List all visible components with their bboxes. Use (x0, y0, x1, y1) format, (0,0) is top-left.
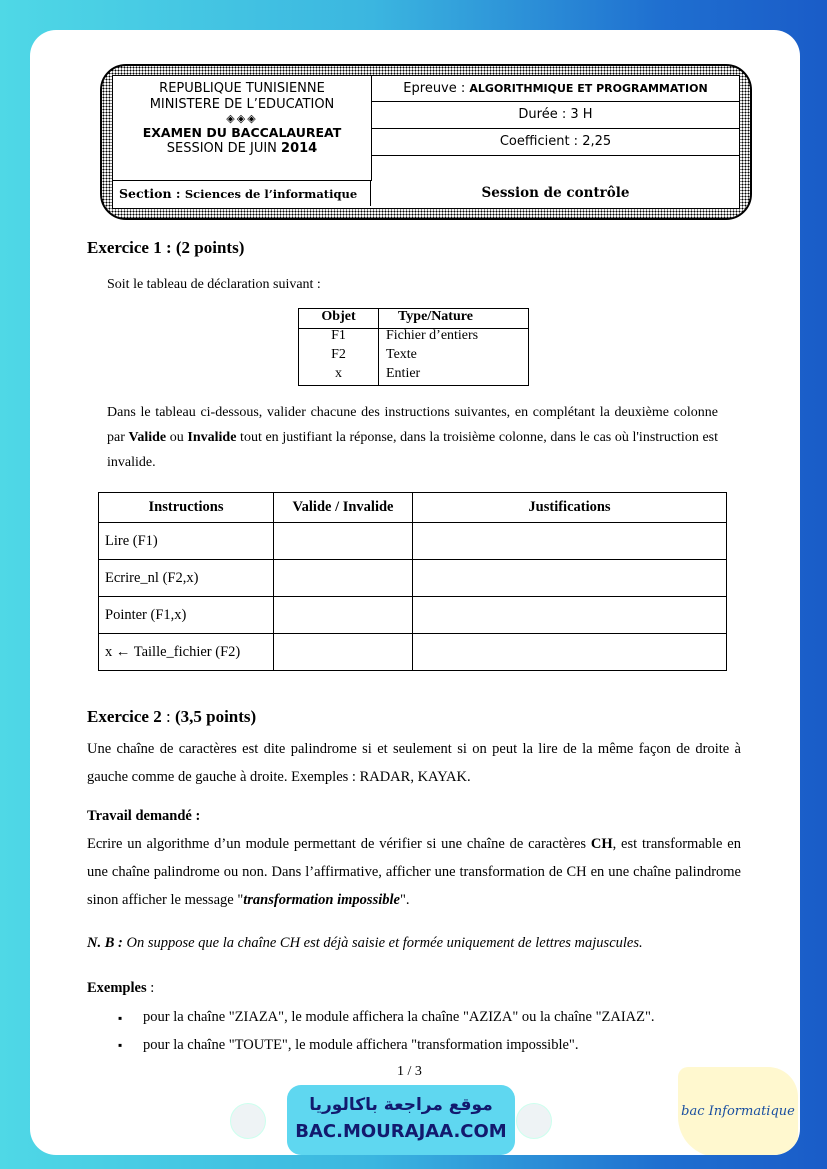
col-valide: Valide / Invalide (274, 493, 413, 523)
ou-word: ou (166, 430, 188, 445)
col-instructions: Instructions (99, 493, 274, 523)
justification-cell[interactable] (413, 634, 727, 671)
site-name-arabic: موقع مراجعة باكالوريا (309, 1095, 493, 1115)
ex2-title: Exercice 2 (87, 707, 162, 726)
task-b: , est transformable en une chaîne palindrome ou non. Dans l’affirmative, afficher une transformation de CH en une chaîne palindrome sinon afficher le message " (87, 836, 741, 908)
header-left (113, 76, 372, 181)
valide-word: Valide (128, 430, 167, 445)
invalide-word: Invalide (187, 430, 237, 445)
decl-type: Fichier d’entiers (386, 328, 479, 343)
exemples-colon: : (146, 980, 155, 996)
bac-info-badge: bac Informatique (678, 1067, 798, 1155)
ministry: MINISTERE DE L’EDUCATION (149, 97, 335, 112)
section (113, 181, 371, 206)
decl-objet: F2 (331, 347, 346, 362)
site-logo-icon (230, 1103, 266, 1139)
session-year: 2014 (281, 141, 318, 156)
coefficient: Coefficient : 2,25 (372, 129, 739, 156)
table-row (99, 634, 727, 671)
duree: Durée : 3 H (372, 102, 739, 129)
valide-cell[interactable] (274, 523, 413, 560)
exemples-label: Exemples (87, 980, 147, 996)
instructions-table (98, 492, 727, 671)
instruction-cell: Pointer (F1,x) (99, 597, 274, 634)
table-row (99, 560, 727, 597)
nb-note (87, 931, 643, 956)
site-banner[interactable] (287, 1085, 515, 1155)
decl-objet: x (335, 366, 342, 381)
table-row (99, 523, 727, 560)
country: REPUBLIQUE TUNISIENNE (159, 81, 325, 96)
session-line (113, 141, 371, 157)
ex2-definition: Une chaîne de caractères est dite palindrome si et seulement si on peut la lire de la même façon de droite à gauche comme de gauche à droite. Exemples : RADAR, KAYAK. (87, 741, 741, 785)
epreuve-label: Epreuve : (403, 81, 470, 96)
epreuve (372, 76, 739, 102)
ex2-task (87, 830, 741, 914)
instruction-cell: Ecrire_nl (F2,x) (99, 560, 274, 597)
section-value: Sciences de l’informatique (184, 187, 358, 201)
ex1-intro: Soit le tableau de déclaration suivant : (107, 277, 321, 292)
bullet-icon: ▪ (118, 1038, 123, 1052)
ex2-title-sep: : (161, 707, 175, 726)
ornament: ◈◈◈ (226, 112, 258, 125)
ex1-title: Exercice 1 : (2 points) (87, 238, 245, 257)
decl-header-objet: Objet (321, 309, 356, 324)
site-logo-icon (516, 1103, 552, 1139)
decl-type: Texte (386, 347, 417, 362)
nb-text: On suppose que la chaîne CH est déjà saisie et formée uniquement de lettres majuscules. (122, 935, 643, 951)
table-row (99, 597, 727, 634)
exam-page (30, 30, 800, 1155)
ex1-text-b: tout en justifiant la réponse, dans la troisième colonne, dans le cas où l'instruction est invalide. (107, 430, 719, 470)
instruction-cell: x ← Taille_fichier (F2) (99, 634, 274, 671)
justification-cell[interactable] (413, 597, 727, 634)
nb-label: N. B : (87, 935, 123, 951)
exam-header (100, 64, 752, 220)
ex1-instructions-text (107, 400, 718, 475)
table-header-row (99, 493, 727, 523)
impossible-msg: transformation impossible (243, 892, 400, 908)
decl-objet: F1 (331, 328, 346, 343)
col-justifications: Justifications (413, 493, 727, 523)
declaration-table (298, 308, 529, 386)
ch-var: CH (590, 836, 613, 852)
decl-divider (378, 309, 379, 385)
site-url: BAC.MOURAJAA.COM (295, 1121, 507, 1142)
task-a: Ecrire un algorithme d’un module permettant de vérifier si une chaîne de caractères (87, 836, 591, 852)
decl-type: Entier (386, 366, 421, 381)
valide-cell[interactable] (274, 560, 413, 597)
justification-cell[interactable] (413, 523, 727, 560)
session-prefix: SESSION DE JUIN (166, 141, 282, 156)
valide-cell[interactable] (274, 634, 413, 671)
bullet-icon: ▪ (118, 1011, 123, 1025)
decl-header (299, 309, 528, 329)
justification-cell[interactable] (413, 560, 727, 597)
section-label: Section : (119, 186, 185, 201)
ex2-title-line (87, 707, 256, 727)
valide-cell[interactable] (274, 597, 413, 634)
exam-name: EXAMEN DU BACCALAUREAT (142, 125, 342, 140)
page-number: 1 / 3 (397, 1064, 422, 1079)
example-1: pour la chaîne "ZIAZA", le module affichera la chaîne "AZIZA" ou la chaîne "ZAIAZ". (143, 1009, 655, 1025)
ex2-points: (3,5 points) (174, 707, 257, 726)
instruction-cell: Lire (F1) (99, 523, 274, 560)
session-type: Session de contrôle (481, 185, 630, 201)
example-2: pour la chaîne "TOUTE", le module affichera "transformation impossible". (143, 1037, 579, 1053)
task-c: ". (399, 892, 410, 908)
epreuve-value: ALGORITHMIQUE ET PROGRAMMATION (469, 82, 708, 95)
header-inner (112, 75, 740, 209)
header-right (372, 76, 739, 156)
exemples-heading (87, 976, 154, 1001)
travail-demande: Travail demandé : (87, 808, 201, 824)
ex1-text-a: Dans le tableau ci-dessous, valider chacune des instructions suivantes, en complétant la deuxième colonne par (107, 405, 718, 445)
decl-header-type: Type/Nature (398, 309, 473, 324)
